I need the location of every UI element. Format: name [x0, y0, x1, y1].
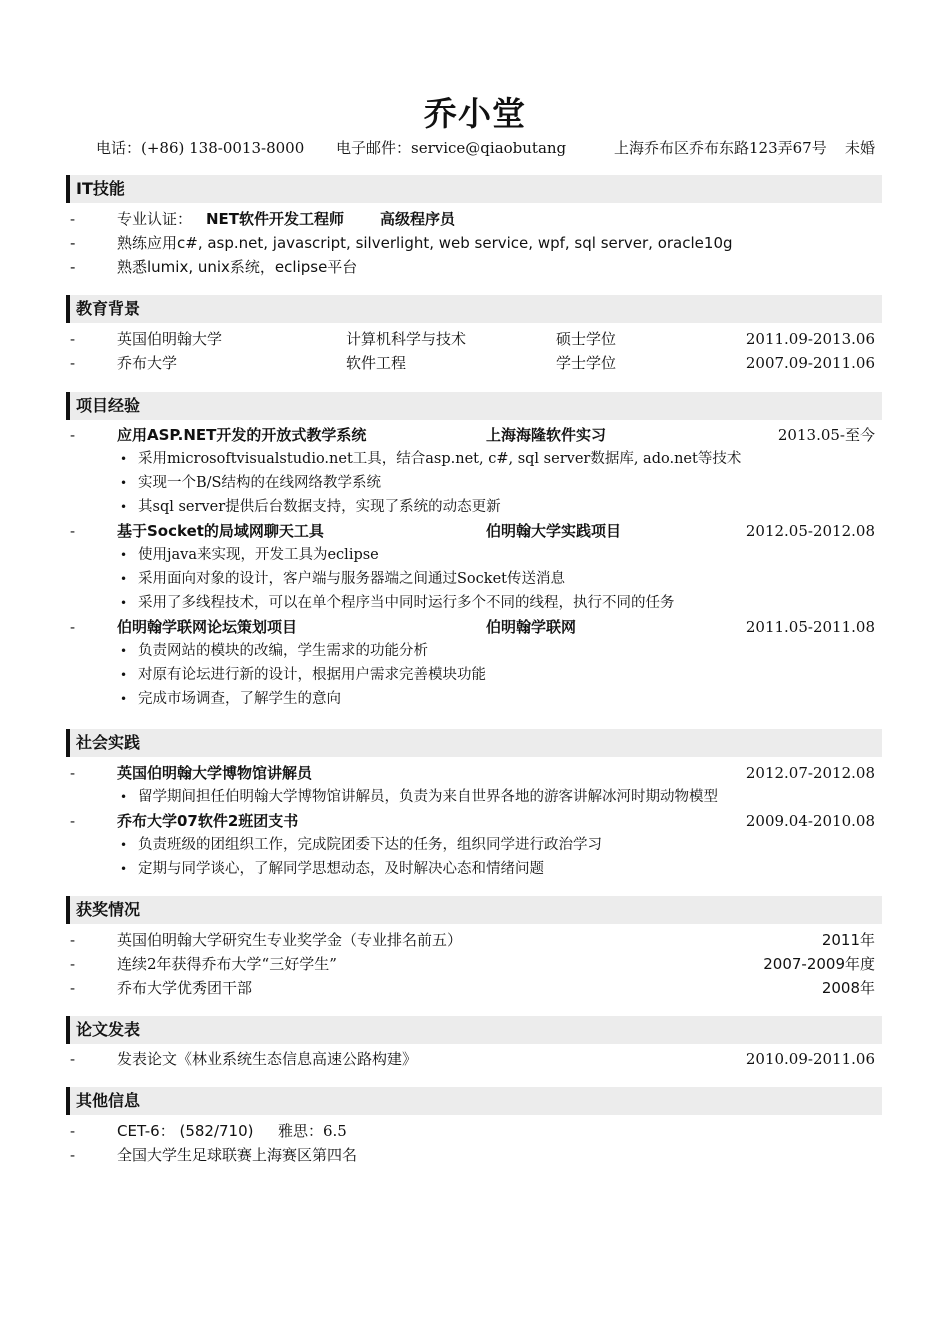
cert-label: 专业认证： — [117, 210, 193, 228]
bullet-marker: - — [70, 1122, 76, 1140]
project-row — [66, 615, 882, 639]
section-title: 教育背景 — [66, 295, 882, 323]
degree: 硕士学位 — [556, 330, 617, 348]
award-row — [66, 928, 882, 952]
date: 2007-2009年度 — [763, 955, 875, 973]
bullet-marker: - — [70, 234, 76, 252]
date: 2012.05-2012.08 — [745, 522, 875, 540]
section-title: 获奖情况 — [66, 896, 882, 924]
list-item — [66, 471, 882, 495]
marital-status: 未婚 — [845, 139, 876, 157]
bullet-marker: - — [70, 979, 76, 997]
bullet-text: 采用面向对象的设计，客户端与服务器端之间通过Socket传送消息 — [138, 571, 565, 587]
project-org: 上海海隆软件实习 — [486, 426, 607, 444]
date: 2011年 — [821, 931, 875, 949]
bullet-dot: • — [120, 644, 128, 658]
bullet-dot: • — [120, 572, 128, 586]
bullet-text: 留学期间担任伯明翰大学博物馆讲解员，负责为来自世界各地的游客讲解冰河时期动物模型 — [138, 789, 718, 805]
bullet-dot: • — [120, 862, 128, 876]
date: 2009.04-2010.08 — [745, 812, 875, 830]
list-item — [66, 567, 882, 591]
section-projects — [66, 392, 882, 711]
paper-text: 发表论文《林业系统生态信息高速公路构建》 — [117, 1050, 418, 1068]
list-item — [66, 1143, 882, 1167]
skill-text: 熟悉lumix, unix系统，eclipse平台 — [117, 258, 358, 276]
project-name: 伯明翰学联网论坛策划项目 — [117, 618, 298, 636]
date: 2011.05-2011.08 — [745, 618, 875, 636]
bullet-marker: - — [70, 764, 76, 782]
project-org: 伯明翰大学实践项目 — [486, 522, 622, 540]
activity-row — [66, 761, 882, 785]
bullet-text: 采用了多线程技术，可以在单个程序当中同时运行多个不同的线程，执行不同的任务 — [138, 595, 675, 611]
bullet-text: 负责网站的模块的改编，学生需求的功能分析 — [138, 643, 428, 659]
list-item — [66, 687, 882, 711]
bullet-dot: • — [120, 838, 128, 852]
bullet-marker: - — [70, 210, 76, 228]
bullet-marker: - — [70, 812, 76, 830]
bullet-marker: - — [70, 931, 76, 949]
award-row — [66, 976, 882, 1000]
address: 上海乔布区乔布东路123弄67号 — [614, 139, 827, 157]
ielts-score: 雅思：6.5 — [278, 1122, 347, 1140]
award-text: 乔布大学优秀团干部 — [117, 979, 253, 997]
list-item — [66, 255, 882, 279]
project-row — [66, 423, 882, 447]
major: 计算机科学与技术 — [346, 330, 467, 348]
list-item — [66, 207, 882, 231]
education-row — [66, 351, 882, 375]
section-it-skills — [66, 175, 882, 279]
activity-name: 英国伯明翰大学博物馆讲解员 — [117, 764, 313, 782]
list-item — [66, 495, 882, 519]
cet-score: CET-6： (582/710) — [117, 1122, 254, 1140]
section-title: 项目经验 — [66, 392, 882, 420]
education-row — [66, 327, 882, 351]
list-item — [66, 857, 882, 881]
bullet-dot: • — [120, 790, 128, 804]
football-award: 全国大学生足球联赛上海赛区第四名 — [117, 1146, 358, 1164]
bullet-marker: - — [70, 1146, 76, 1164]
bullet-dot: • — [120, 668, 128, 682]
bullet-dot: • — [120, 596, 128, 610]
list-item — [66, 833, 882, 857]
school: 乔布大学 — [117, 354, 178, 372]
date: 2008年 — [821, 979, 875, 997]
bullet-marker: - — [70, 354, 76, 372]
bullet-text: 使用java来实现，开发工具为eclipse — [138, 547, 379, 563]
bullet-text: 采用microsoftvisualstudio.net工具，结合asp.net, c#, sql server数据库, ado.net等技术 — [138, 451, 742, 467]
cert-senior: 高级程序员 — [380, 210, 456, 228]
section-awards — [66, 896, 882, 1000]
bullet-dot: • — [120, 452, 128, 466]
bullet-text: 对原有论坛进行新的设计，根据用户需求完善模块功能 — [138, 667, 486, 683]
date: 2010.09-2011.06 — [745, 1050, 875, 1068]
section-social-practice — [66, 729, 882, 881]
section-education — [66, 295, 882, 375]
list-item — [66, 447, 882, 471]
bullet-text: 定期与同学谈心，了解同学思想动态，及时解决心态和情绪问题 — [138, 861, 544, 877]
project-name: 应用ASP.NET开发的开放式教学系统 — [117, 426, 367, 444]
activity-name: 乔布大学07软件2班团支书 — [117, 812, 299, 830]
bullet-text: 负责班级的团组织工作，完成院团委下达的任务，组织同学进行政治学习 — [138, 837, 602, 853]
major: 软件工程 — [346, 354, 407, 372]
list-item — [66, 663, 882, 687]
bullet-text: 实现一个B/S结构的在线网络教学系统 — [138, 475, 381, 491]
cert-net: NET软件开发工程师 — [206, 210, 345, 228]
section-papers — [66, 1016, 882, 1071]
project-row — [66, 519, 882, 543]
contact-line — [96, 137, 876, 159]
list-item — [66, 1119, 882, 1143]
award-row — [66, 952, 882, 976]
candidate-name: 乔小堂 — [424, 94, 526, 133]
list-item — [66, 591, 882, 615]
project-name: 基于Socket的局域网聊天工具 — [117, 522, 324, 540]
date: 2007.09-2011.06 — [745, 354, 875, 372]
list-item — [66, 543, 882, 567]
bullet-marker: - — [70, 426, 76, 444]
list-item — [66, 639, 882, 663]
degree: 学士学位 — [556, 354, 617, 372]
bullet-marker: - — [70, 330, 76, 348]
award-text: 英国伯明翰大学研究生专业奖学金（专业排名前五） — [117, 931, 463, 949]
section-title: 社会实践 — [66, 729, 882, 757]
bullet-dot: • — [120, 500, 128, 514]
bullet-text: 完成市场调查，了解学生的意向 — [138, 691, 341, 707]
list-item — [66, 231, 882, 255]
bullet-marker: - — [70, 955, 76, 973]
list-item — [66, 785, 882, 809]
project-org: 伯明翰学联网 — [486, 618, 577, 636]
bullet-marker: - — [70, 1050, 76, 1068]
school: 英国伯明翰大学 — [117, 330, 223, 348]
bullet-dot: • — [120, 476, 128, 490]
bullet-marker: - — [70, 258, 76, 276]
date: 2013.05-至今 — [777, 426, 875, 444]
bullet-dot: • — [120, 692, 128, 706]
date: 2011.09-2013.06 — [745, 330, 875, 348]
bullet-marker: - — [70, 618, 76, 636]
bullet-marker: - — [70, 522, 76, 540]
paper-row — [66, 1047, 882, 1071]
activity-row — [66, 809, 882, 833]
phone: 电话：(+86) 138-0013-8000 — [96, 139, 305, 157]
section-other-info — [66, 1087, 882, 1167]
email: 电子邮件：service@qiaobutang — [336, 139, 567, 157]
skill-text: 熟练应用c#, asp.net, javascript, silverlight, web service, wpf, sql server, oracle10g — [117, 234, 733, 252]
bullet-dot: • — [120, 548, 128, 562]
bullet-text: 其sql server提供后台数据支持，实现了系统的动态更新 — [138, 499, 501, 515]
section-title: 其他信息 — [66, 1087, 882, 1115]
section-title: IT技能 — [66, 175, 882, 203]
date: 2012.07-2012.08 — [745, 764, 875, 782]
award-text: 连续2年获得乔布大学“三好学生” — [117, 955, 337, 973]
section-title: 论文发表 — [66, 1016, 882, 1044]
